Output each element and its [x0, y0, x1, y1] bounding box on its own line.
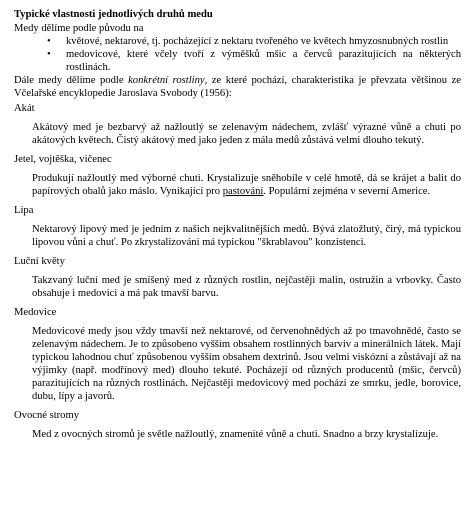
section-akat	[14, 102, 461, 147]
document-title: Typické vlastnosti jednotlivých druhů medu	[14, 9, 213, 20]
section-body: Nektarový lipový med je jedním z našich nejkvalitnějších medů. Bývá zlatožlutý, čirý, má typickou lipovou vůni a chuť. Po zkrystalizování má typickou "škrablavou" konzistenci.	[32, 224, 461, 248]
section-lipa	[14, 204, 461, 249]
origin-intro: Medy dělíme podle původu na	[14, 23, 144, 34]
list-item	[47, 48, 461, 74]
intro-text-before: Dále medy dělíme podle	[14, 75, 129, 86]
section-body-before: Produkují nažloutlý med výborné chuti. Krystalizuje sněhobíle v celé hmotě, dá se krájet a balit do papírových obalů jako máslo. Vynikající pro	[32, 173, 461, 197]
bullet-icon: •	[47, 36, 51, 47]
section-lucni-kvety	[14, 255, 461, 300]
section-medovice	[14, 306, 461, 403]
origin-types-list	[14, 35, 461, 74]
section-heading: Medovice	[14, 307, 57, 318]
list-item-text: květové, nektarové, tj. pocházející z nektaru tvořeného ve květech hmyzosnubných rostlin	[66, 36, 449, 47]
section-body: Med z ovocných stromů je světle nažloutlý, znamenité vůně a chuti. Snadno a brzy krystalizuje.	[32, 429, 439, 440]
section-heading: Jetel, vojtěška, vičenec	[14, 154, 112, 165]
intro-paragraph	[14, 74, 461, 100]
section-body-after: . Populární zejména v severní Americe.	[263, 186, 431, 197]
section-heading: Lípa	[14, 205, 34, 216]
section-body: Akátový med je bezbarvý až nažloutlý se zelenavým nádechem, zvlášť výrazné vůně a chuti po akátových květech. Čistý akátový med jako jeden z mála medů zůstává velmi dlouho tekutý.	[32, 122, 461, 146]
section-jetel	[14, 153, 461, 198]
pastovani-link[interactable]: pastování	[222, 186, 264, 197]
section-body	[32, 172, 461, 198]
list-item-text: medovicové, které včely tvoří z výměšků mšic a červců parazitujících na některých rostlinách.	[66, 49, 461, 73]
list-item	[47, 35, 461, 48]
section-body: Takzvaný luční med je smíšený med z různých rostlin, nejčastěji malin, ostružin a vrbovky. Často obsahuje i medovici a má pak tmavší barvu.	[32, 275, 461, 299]
section-heading: Luční květy	[14, 256, 65, 267]
intro-text-after: , ze které pochází, charakteristika je převzata většinou ze Včelařské encyklopedie Jaroslava Svobody (1956):	[14, 75, 461, 99]
section-heading: Ovocné stromy	[14, 410, 80, 421]
intro-emphasis: konkrétní rostliny	[128, 75, 205, 86]
section-heading: Akát	[14, 103, 35, 114]
bullet-icon: •	[47, 49, 51, 60]
section-ovocne-stromy	[14, 409, 461, 441]
section-body: Medovicové medy jsou vždy tmavší než nektarové, od červenohnědých až po tmavohnědé, často se zelenavým nádechem. Je to způsobeno vyšším obsahem rostlinných barviv a minerálních látek. Mají typickou lahodnou chuť způsobenou vyšším obsahem dextrinů. Jsou velmi viskózní a zůstávají až na výjimky (např. modřínový med) dlouho tekuté. Pocházejí od různých producentů (mšic, červců) parazitujících na různých rostlinách. Nejčastěji medovicový med pochází ze smrku, jedle, borovice, dubu, lípy a javorů.	[32, 326, 461, 402]
